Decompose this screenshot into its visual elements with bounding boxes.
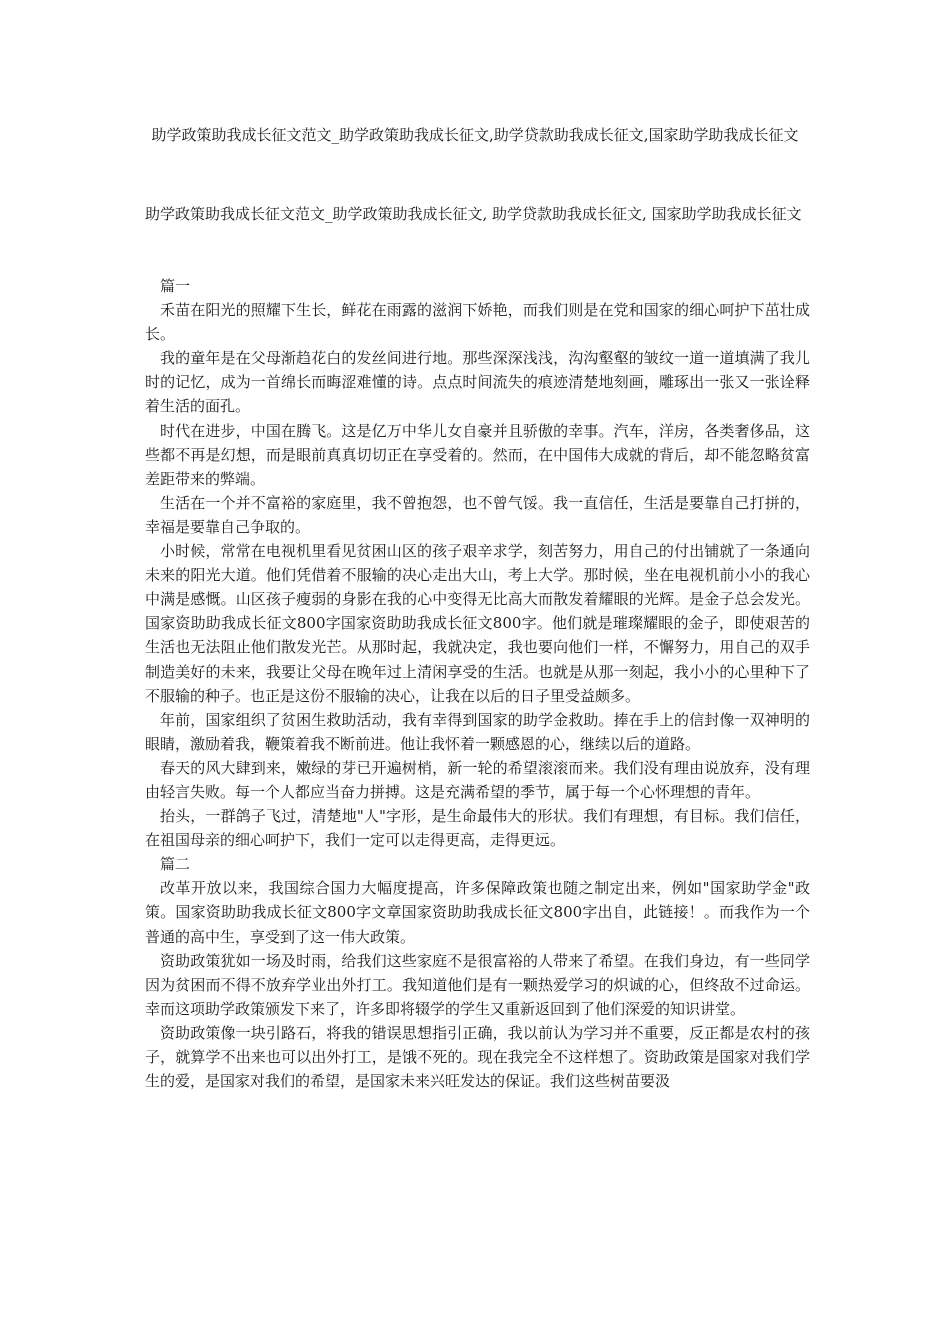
paragraph: 抬头，一群鸽子飞过，清楚地"人"字形，是生命最伟大的形状。我们有理想，有目标。我们信任，在祖国母亲的细心呵护下，我们一定可以走得更高，走得更远。: [145, 807, 810, 850]
paragraph: 资助政策犹如一场及时雨，给我们这些家庭不是很富裕的人带来了希望。在我们身边，有一些同学因为贫困而不得不放弃学业出外打工。我知道他们是有一颗热爱学习的炽诚的心，但终敌不过命运。幸而这项助学政策颁发下来了，许多即将辍学的学生又重新返回到了他们深爱的知识讲堂。: [145, 951, 810, 1018]
paragraph: 改革开放以来，我国综合国力大幅度提高，许多保障政策也随之制定出来，例如"国家助学金"政策。国家资助助我成长征文800字文章国家资助助我成长征文800字出自，此链接！。而我作为一个普通的高中生，享受到了这一伟大政策。: [145, 879, 810, 946]
section-heading: 篇一: [160, 277, 191, 295]
paragraph: 禾苗在阳光的照耀下生长，鲜花在雨露的滋润下娇艳，而我们则是在党和国家的细心呵护下茁壮成长。: [145, 301, 810, 344]
paragraph: 时代在进步，中国在腾飞。这是亿万中华儿女自豪并且骄傲的幸事。汽车，洋房，各类奢侈品，这些都不再是幻想，而是眼前真真切切正在享受着的。然而，在中国伟大成就的背后，却不能忽略贫富差距带来的弊端。: [145, 421, 810, 488]
paragraph: 资助政策像一块引路石，将我的错误思想指引正确，我以前认为学习并不重要，反正都是农村的孩子，就算学不出来也可以出外打工，是饿不死的。现在我完全不这样想了。资助政策是国家对我们学生的爱，是国家对我们的希望，是国家未来兴旺发达的保证。我们这些树苗要汲: [145, 1023, 810, 1091]
paragraph: 春天的风大肆到来，嫩绿的芽已开遍树梢，新一轮的希望滚滚而来。我们没有理由说放弃，没有理由轻言失败。每一个人都应当奋力拼搏。这是充满希望的季节，属于每一个心怀理想的青年。: [145, 758, 810, 801]
section-heading: 篇二: [160, 855, 191, 874]
document-body: [145, 274, 810, 1093]
document-title: 助学政策助我成长征文范文_助学政策助我成长征文,助学贷款助我成长征文,国家助学助我成长征文: [151, 126, 799, 144]
paragraph: 小时候，常常在电视机里看见贫困山区的孩子艰辛求学，刻苦努力，用自己的付出铺就了一条通向未来的阳光大道。他们凭借着不服输的决心走出大山，考上大学。那时候，坐在电视机前小小的我心中满是感慨。山区孩子瘦弱的身影在我的心中变得无比高大而散发着耀眼的光辉。是金子总会发光。国家资助助我成长征文800字国家资助助我成长征文800字。他们就是璀璨耀眼的金子，即使艰苦的生活也无法阻止他们散发光芒。从那时起，我就决定，我也要向他们一样，不懈努力，用自己的双手制造美好的未来，我要让父母在晚年过上清闲享受的生活。也就是从那一刻起，我小小的心里种下了不服输的种子。也正是这份不服输的决心，让我在以后的日子里受益颇多。: [145, 542, 810, 705]
paragraph: 生活在一个并不富裕的家庭里，我不曾抱怨，也不曾气馁。我一直信任，生活是要靠自己打拼的，幸福是要靠自己争取的。: [145, 493, 810, 536]
paragraph: 我的童年是在父母渐趋花白的发丝间进行地。那些深深浅浅，沟沟壑壑的皱纹一道一道填满了我儿时的记忆，成为一首绵长而晦涩难懂的诗。点点时间流失的痕迹清楚地刻画，雕琢出一张又一张诠释着生活的面孔。: [145, 349, 810, 416]
paragraph: 年前，国家组织了贫困生救助活动，我有幸得到国家的助学金救助。捧在手上的信封像一双神明的眼睛，激励着我，鞭策着我不断前进。他让我怀着一颗感恩的心，继续以后的道路。: [145, 710, 810, 753]
document-subtitle: 助学政策助我成长征文范文_助学政策助我成长征文, 助学贷款助我成长征文, 国家助学助我成长征文: [145, 205, 802, 223]
